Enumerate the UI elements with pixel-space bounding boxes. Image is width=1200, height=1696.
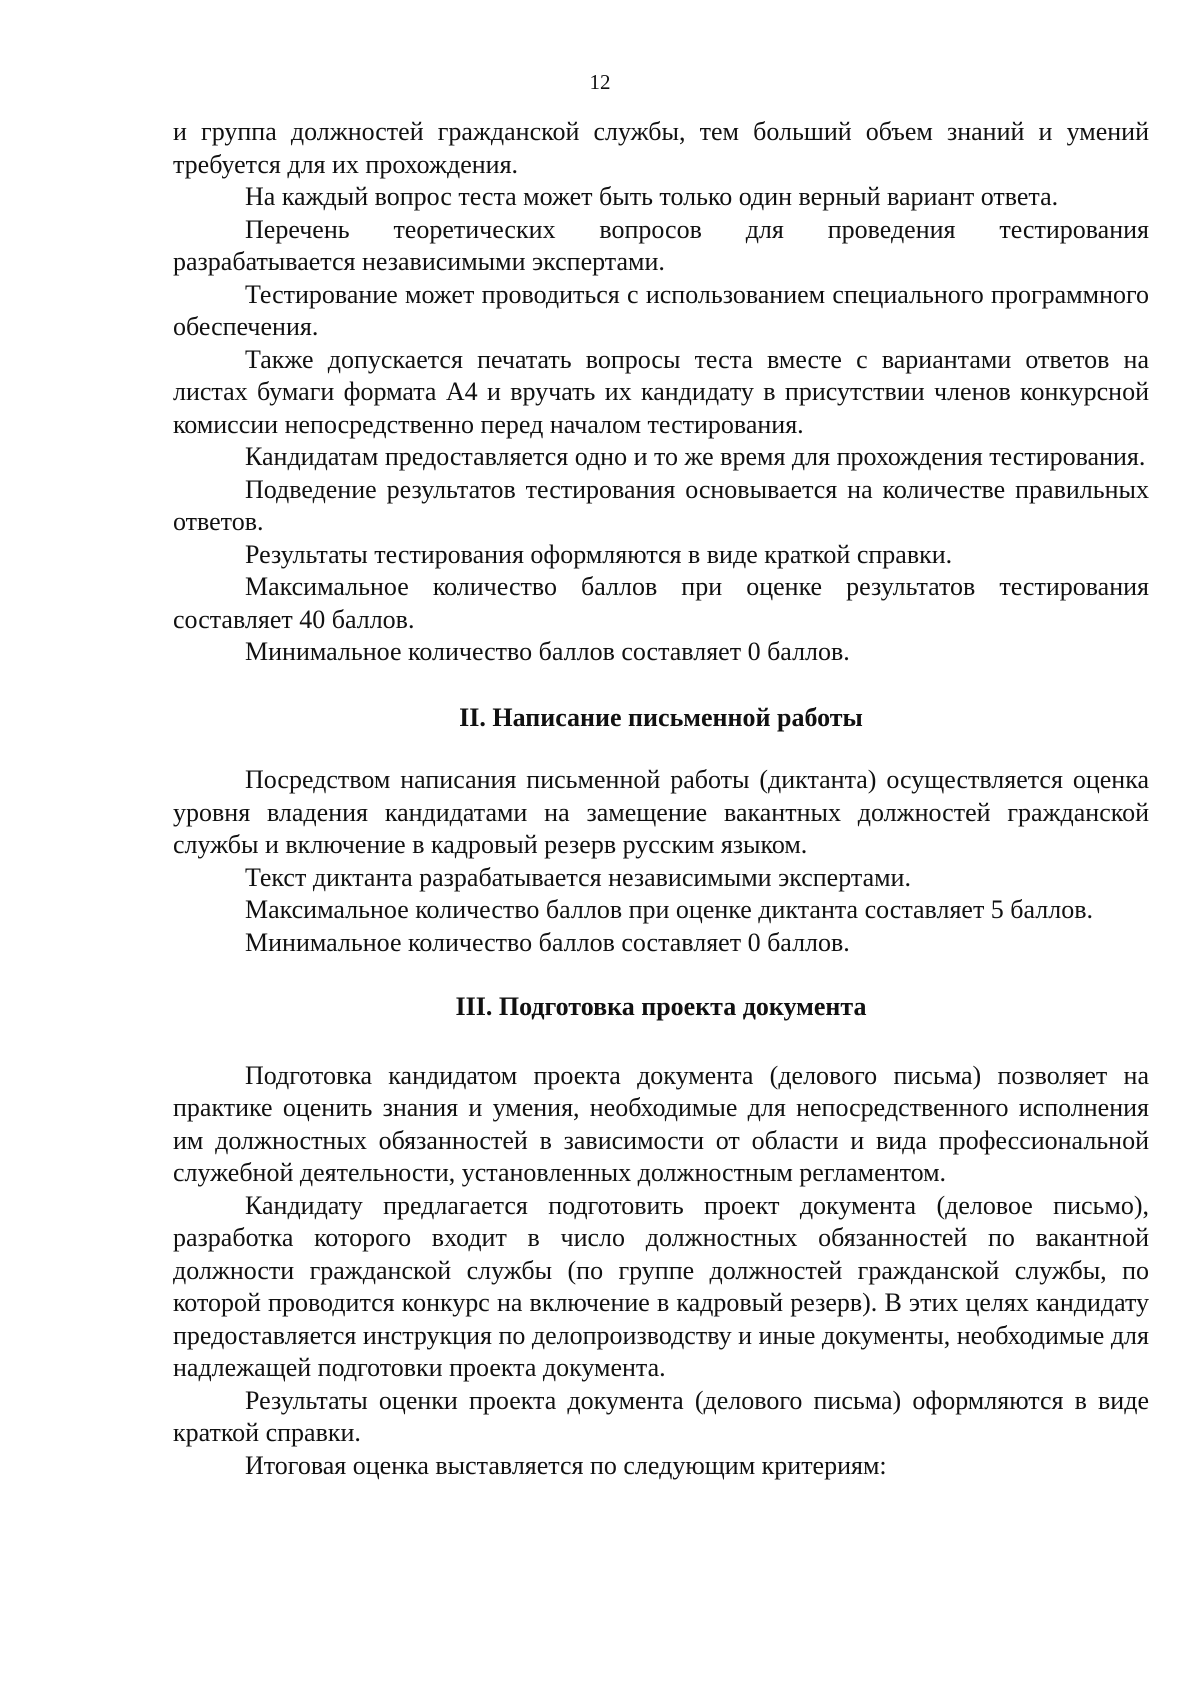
paragraph: Посредством написания письменной работы (диктанта) осуществляется оценка уровня владения кандидатами на замещение вакантных должностей гражданской службы и включение в кадровый резерв русским языком. [173,765,1149,859]
paragraph: Результаты оценки проекта документа (делового письма) оформляются в виде краткой справки. [173,1385,1149,1447]
paragraph: Максимальное количество баллов при оценке результатов тестирования составляет 40 баллов. [173,572,1149,634]
section-heading: II. Написание письменной работы [459,702,863,732]
section-heading: III. Подготовка проекта документа [455,992,867,1021]
paragraph: Кандидату предлагается подготовить проект документа (деловое письмо), разработка которого входит в число должностных обязанностей по вакантной должности гражданской службы (по группе должностей гражданской службы, по которой проводится конкурс на включение в кадровый резерв). В этих целях кандидату предоставляется инструкция по делопроизводству и иные документы, необходимые для надлежащей подготовки проекта документа. [173,1190,1149,1382]
intro-section [173,116,1149,669]
section-written-work [173,702,1149,960]
paragraph: и группа должностей гражданской службы, тем больший объем знаний и умений требуется для их прохождения. [173,117,1149,179]
paragraph: Минимальное количество баллов составляет 0 баллов. [245,637,850,666]
paragraph: На каждый вопрос теста может быть только один верный вариант ответа. [245,182,1059,211]
paragraph: Кандидатам предоставляется одно и то же время для прохождения тестирования. [245,442,1146,471]
section-document-draft [173,991,1149,1482]
paragraph: Перечень теоретических вопросов для проведения тестирования разрабатывается независимыми экспертами. [173,214,1149,276]
paragraph: Подведение результатов тестирования основывается на количестве правильных ответов. [173,474,1149,536]
paragraph: Тестирование может проводиться с использованием специального программного обеспечения. [173,279,1149,341]
paragraph: Минимальное количество баллов составляет 0 баллов. [245,927,850,957]
spacer [173,734,1149,764]
paragraph: Также допускается печатать вопросы теста вместе с вариантами ответов на листах бумаги формата А4 и вручать их кандидату в присутствии членов конкурсной комиссии непосредственно перед началом тестирования. [173,344,1149,439]
spacer [173,959,1149,991]
page-number: 12 [589,70,611,94]
document-body [173,116,1149,1482]
paragraph: Результаты тестирования оформляются в виде краткой справки. [245,539,953,569]
paragraph: Итоговая оценка выставляется по следующим критериям: [245,1450,887,1480]
paragraph: Подготовка кандидатом проекта документа (делового письма) позволяет на практике оценить знания и умения, необходимые для непосредственного исполнения им должностных обязанностей в зависимости от области и вида профессиональной служебной деятельности, установленных должностным регламентом. [173,1060,1149,1187]
paragraph: Максимальное количество баллов при оценке диктанта составляет 5 баллов. [245,895,1094,924]
spacer [173,669,1149,702]
paragraph: Текст диктанта разрабатывается независимыми экспертами. [245,862,911,892]
spacer [173,1024,1149,1060]
